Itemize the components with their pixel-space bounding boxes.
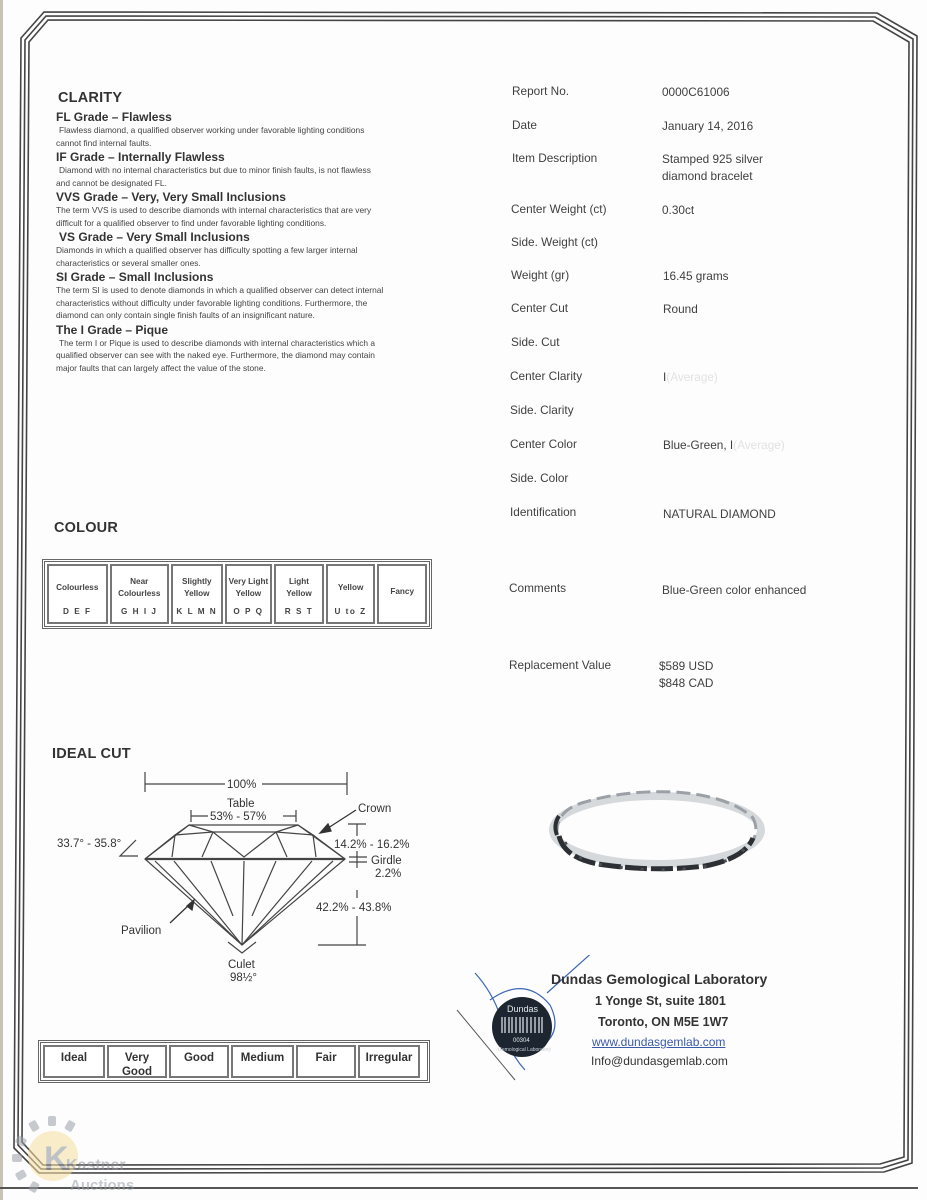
- cut-grade-cell: [43, 1045, 105, 1078]
- grade-desc: characteristics or several smaller ones.: [56, 257, 201, 268]
- grade-desc: qualified observer can see with the naked eye. Furthermore, the diamond may contain: [56, 350, 375, 360]
- cut-grade-cell: [358, 1045, 420, 1078]
- clarity-grade-vvs: [56, 190, 456, 229]
- ideal-cut-title: IDEAL CUT: [52, 746, 131, 762]
- pavilion-arrow-line: [170, 904, 190, 923]
- grade-desc: characteristics without difficulty under favorable lighting conditions. Furthermore, the: [56, 297, 368, 308]
- lab-name: Dundas Gemological Laboratory: [551, 971, 768, 987]
- cut-grade-cell: [296, 1045, 356, 1078]
- grade-heading: SI Grade – Small Inclusions: [56, 270, 214, 284]
- field-label-side-cut: Side. Cut: [511, 335, 560, 349]
- item-description-line: diamond bracelet: [662, 169, 753, 183]
- lab-address-line-2: Toronto, ON M5E 1W7: [598, 1015, 729, 1029]
- table-label: Table: [227, 798, 255, 810]
- colour-label: Very Light Yellow: [228, 577, 269, 598]
- field-label-side-color: Side. Color: [510, 471, 569, 485]
- grade-desc: The term SI is used to denote diamonds in which a qualified observer can detect internal: [56, 285, 384, 295]
- colour-cell: [110, 564, 170, 624]
- colour-code: D E F: [63, 607, 92, 616]
- culet-angle-label: 98½°: [230, 972, 257, 984]
- grade-desc: Diamond with no internal characteristics but due to minor finish faults, is not flawless: [59, 165, 371, 175]
- replacement-value-usd: $589 USD: [659, 659, 714, 673]
- clarity-grade-if: [56, 150, 456, 189]
- cut-grade-cell: [231, 1045, 294, 1078]
- grade-heading: The I Grade – Pique: [56, 322, 169, 337]
- grade-desc: The term VVS is used to describe diamonds with internal characteristics that are very: [56, 205, 372, 215]
- grade-desc: cannot find internal faults.: [56, 137, 152, 148]
- field-value-report-no: 0000C61006: [662, 85, 730, 99]
- total-width-label: 100%: [227, 779, 257, 791]
- kastner-auctions-watermark: [8, 1112, 143, 1194]
- lab-address-line-1: 1 Yonge St, suite 1801: [595, 994, 726, 1008]
- grade-desc: and cannot be designated FL.: [56, 177, 167, 188]
- clarity-title: CLARITY: [58, 90, 123, 106]
- field-value-center-clarity: [663, 369, 718, 386]
- colour-cell: [377, 564, 427, 624]
- ideal-cut-diagram: [40, 740, 440, 990]
- grade-heading: VS Grade – Very Small Inclusions: [59, 230, 250, 244]
- seal-number: 00304: [513, 1038, 530, 1044]
- cut-grade-label: Fair: [315, 1052, 337, 1064]
- clarity-grade-i: [56, 323, 456, 375]
- field-label-side-clarity: Side. Clarity: [510, 403, 574, 417]
- field-label-replacement-value: Replacement Value: [509, 658, 612, 672]
- clarity-grade-fl: [56, 110, 456, 149]
- colour-label: Light Yellow: [286, 577, 312, 598]
- colour-label: Fancy: [390, 587, 415, 597]
- colour-code: U to Z: [334, 607, 367, 616]
- grade-desc: Flawless diamond, a qualified observer working under favorable lighting conditions: [59, 125, 365, 135]
- field-label-weight: Weight (gr): [511, 268, 570, 282]
- clarity-grades: [56, 110, 456, 374]
- colour-cell: [274, 564, 324, 624]
- cut-grade-cell: [169, 1045, 229, 1078]
- clarity-value: I: [663, 370, 667, 384]
- clarity-faded-note: (Average): [666, 370, 718, 384]
- colour-cell: [47, 564, 108, 624]
- grade-desc: difficult for a qualified observer to find under favorable lighting conditions.: [56, 217, 327, 228]
- field-label-item-description: Item Description: [512, 151, 598, 165]
- lab-email: Info@dundasgemlab.com: [591, 1054, 728, 1068]
- cut-grade-label: Good: [183, 1052, 215, 1064]
- cut-grade-label: Ideal: [60, 1052, 88, 1064]
- colour-code: R S T: [284, 607, 314, 616]
- crown-angle-label: 33.7° - 35.8°: [57, 838, 122, 850]
- cut-grade-label: Medium: [240, 1052, 285, 1064]
- field-label-comments: Comments: [509, 581, 567, 595]
- diamond-outline: [145, 825, 345, 945]
- table-range-label: 53% - 57%: [210, 811, 267, 823]
- colour-label: Yellow: [337, 582, 364, 592]
- cut-grade-label: Very Good: [121, 1052, 153, 1078]
- girdle-label: Girdle: [371, 855, 402, 867]
- field-value-center-weight: 0.30ct: [662, 203, 695, 217]
- colour-cell: [326, 564, 376, 624]
- field-label-center-clarity: Center Clarity: [510, 369, 583, 383]
- item-description-line: Stamped 925 silver: [662, 152, 763, 166]
- pavilion-arrow-icon: [187, 900, 194, 910]
- field-value-weight: 16.45 grams: [663, 269, 729, 283]
- pavilion-depth-label: 42.2% - 43.8%: [316, 902, 392, 914]
- lab-website-link[interactable]: www.dundasgemlab.com: [592, 1035, 726, 1049]
- field-label-center-cut: Center Cut: [511, 301, 569, 315]
- field-label-identification: Identification: [510, 505, 577, 519]
- watermark-line-1: Kastner: [66, 1157, 126, 1174]
- field-value-replacement-value: [659, 658, 713, 692]
- bracelet-photo: [545, 780, 770, 880]
- cut-grade-cell: [107, 1045, 167, 1078]
- grade-heading: VVS Grade – Very, Very Small Inclusions: [56, 190, 286, 204]
- scan-edge: [0, 0, 3, 1200]
- crown-height-label: 14.2% - 16.2%: [334, 839, 410, 851]
- field-value-item-description: [662, 151, 763, 185]
- colour-cell: [171, 564, 223, 624]
- grade-desc: Diamonds in which a qualified observer has difficulty spotting a few larger internal: [56, 245, 358, 255]
- clarity-grade-si: [56, 270, 456, 322]
- cut-grade-table: [38, 1040, 430, 1083]
- watermark-line-2: Auctions: [70, 1177, 135, 1194]
- colour-title: COLOUR: [54, 520, 119, 536]
- field-label-side-weight: Side. Weight (ct): [511, 235, 598, 249]
- grade-desc: The term I or Pique is used to describe diamonds with internal characteristics which a: [59, 337, 376, 348]
- svg-text:K: K: [44, 1140, 69, 1178]
- colour-code: O P Q: [233, 607, 264, 616]
- clarity-grade-vs: [56, 230, 456, 269]
- colour-label: Near Colourless: [118, 577, 161, 598]
- seal-top-text: Dundas: [507, 1004, 539, 1014]
- girdle-value-label: 2.2%: [375, 868, 402, 880]
- culet-label: Culet: [228, 959, 255, 971]
- color-faded-note: (Average): [733, 438, 785, 452]
- field-value-identification: NATURAL DIAMOND: [663, 507, 776, 521]
- grade-desc: diamond can only contain single finish faults of an insignificant nature.: [56, 310, 315, 320]
- colour-label: Colourless: [56, 582, 99, 592]
- field-value-date: January 14, 2016: [662, 119, 754, 133]
- field-label-date: Date: [512, 118, 537, 132]
- colour-label: Slightly Yellow: [182, 577, 212, 598]
- field-value-center-cut: Round: [663, 302, 698, 316]
- grade-heading: IF Grade – Internally Flawless: [56, 150, 225, 164]
- grade-desc: major faults that can largely affect the value of the stone.: [56, 362, 266, 373]
- pavilion-label: Pavilion: [121, 925, 162, 937]
- crown-label: Crown: [358, 803, 392, 815]
- cut-grade-label: Irregular: [365, 1052, 413, 1064]
- field-label-center-color: Center Color: [510, 437, 577, 451]
- replacement-value-cad: $848 CAD: [659, 676, 714, 690]
- colour-code: G H I J: [121, 607, 158, 616]
- colour-code: K L M N: [176, 607, 218, 616]
- colour-scale-table: [42, 559, 432, 629]
- colour-cell: [225, 564, 273, 624]
- grade-heading: FL Grade – Flawless: [56, 110, 172, 124]
- crown-arrow-icon: [320, 824, 331, 833]
- field-value-center-color: [663, 437, 785, 454]
- field-value-comments: Blue-Green color enhanced: [662, 583, 807, 597]
- field-label-center-weight: Center Weight (ct): [511, 202, 607, 216]
- color-value: Blue-Green, I: [663, 438, 734, 452]
- seal-bottom-text: Gemological Laboratory: [498, 1047, 552, 1053]
- field-label-report-no: Report No.: [512, 84, 570, 98]
